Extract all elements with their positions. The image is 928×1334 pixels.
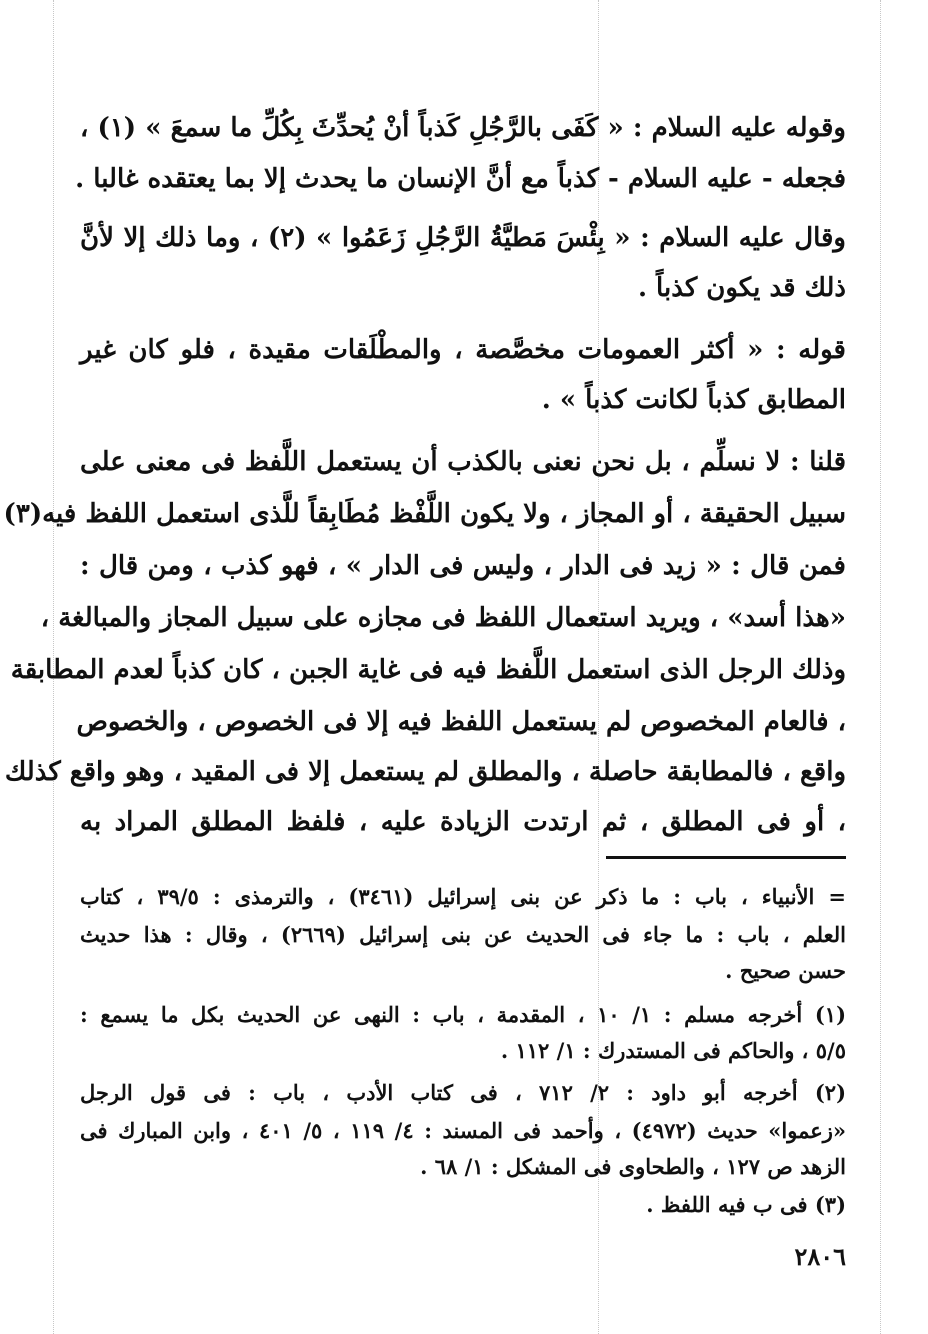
main-line: المطابق كذباً لكانت كذباً » . (541, 385, 846, 415)
main-line: وذلك الرجل الذى استعمل اللَّفظ فيه فى غاية الجبن ، كان كذباً لعدم المطابقة (10, 655, 846, 685)
footnote-line: العلم ، باب : ما جاء فى الحديث عن بنى إسرائيل (٢٦٦٩) ، وقال : هذا حديث (80, 922, 846, 947)
page-number: ٢٨٠٦ (794, 1242, 846, 1271)
main-line: فمن قال : « زيد فى الدار ، وليس فى الدار » ، فهو كذب ، ومن قال : (80, 551, 846, 581)
footnote-separator (606, 856, 846, 859)
main-line: قوله : « أكثر العمومات مخصَّصة ، والمطْلَقات مقيدة ، فلو كان غير (80, 335, 846, 365)
main-line: وقوله عليه السلام : « كَفَى بالرَّجُلِ كَذباً أنْ يُحدِّثَ بِكُلِّ ما سمعَ » (١) ، (80, 113, 846, 143)
footnote-line: «زعموا» حديث (٤٩٧٢) ، وأحمد فى المسند : ٤/ ١١٩ ، ٥/ ٤٠١ ، وابن المبارك فى (80, 1118, 847, 1143)
main-line: ، فالعام المخصوص لم يستعمل اللفظ فيه إلا فى الخصوص ، والخصوص (76, 707, 846, 737)
footnote-line: حسن صحيح . (725, 958, 846, 983)
main-line: واقع ، فالمطابقة حاصلة ، والمطلق لم يستعمل إلا فى المقيد ، وهو واقع كذلك (4, 757, 846, 787)
footnote-line: ٥/٥ ، والحاكم فى المستدرك : ١/ ١١٢ . (500, 1038, 846, 1063)
footnote-line: (١) أخرجه مسلم : ١/ ١٠ ، المقدمة ، باب : النهى عن الحديث بكل ما يسمع : (80, 1002, 846, 1027)
main-line: وقال عليه السلام : « بِئْسَ مَطيَّةُ الرَّجُلِ زَعَمُوا » (٢) ، وما ذلك إلا لأنَّ (80, 223, 846, 253)
main-line: ذلك قد يكون كذباً . (637, 273, 846, 303)
main-line: سبيل الحقيقة ، أو المجاز ، ولا يكون اللَّفْظ مُطَابِقاً للَّذى استعمل اللفظ فيه(٣) (3, 499, 846, 529)
main-line: «هذا أسد» ، ويريد استعمال اللفظ فى مجازه على سبيل المجاز والمبالغة ، (40, 603, 846, 633)
footnote-line: (٣) فى ب فيه اللفظ . (646, 1192, 846, 1217)
scan-artifact-right (880, 0, 881, 1334)
main-line: ، أو فى المطلق ، ثم ارتدت الزيادة عليه ، فلفظ المطلق المراد به (80, 807, 846, 837)
main-line: فجعله - عليه السلام - كذباً مع أنَّ الإنسان ما يحدث إلا بما يعتقده غالبا . (75, 164, 846, 194)
footnote-line: الزهد ص ١٢٧ ، والطحاوى فى المشكل : ١/ ٦٨ . (420, 1154, 846, 1179)
footnote-line: (٢) أخرجه أبو داود : ٢/ ٧١٢ ، فى كتاب الأدب ، باب : فى قول الرجل (80, 1080, 846, 1105)
main-line: قلنا : لا نسلِّم ، بل نحن نعنى بالكذب أن يستعمل اللَّفظ فى معنى على (80, 447, 846, 477)
footnote-line: = الأنبياء ، باب : ما ذكر عن بنى إسرائيل (٣٤٦١) ، والترمذى : ٣٩/٥ ، كتاب (80, 884, 847, 909)
